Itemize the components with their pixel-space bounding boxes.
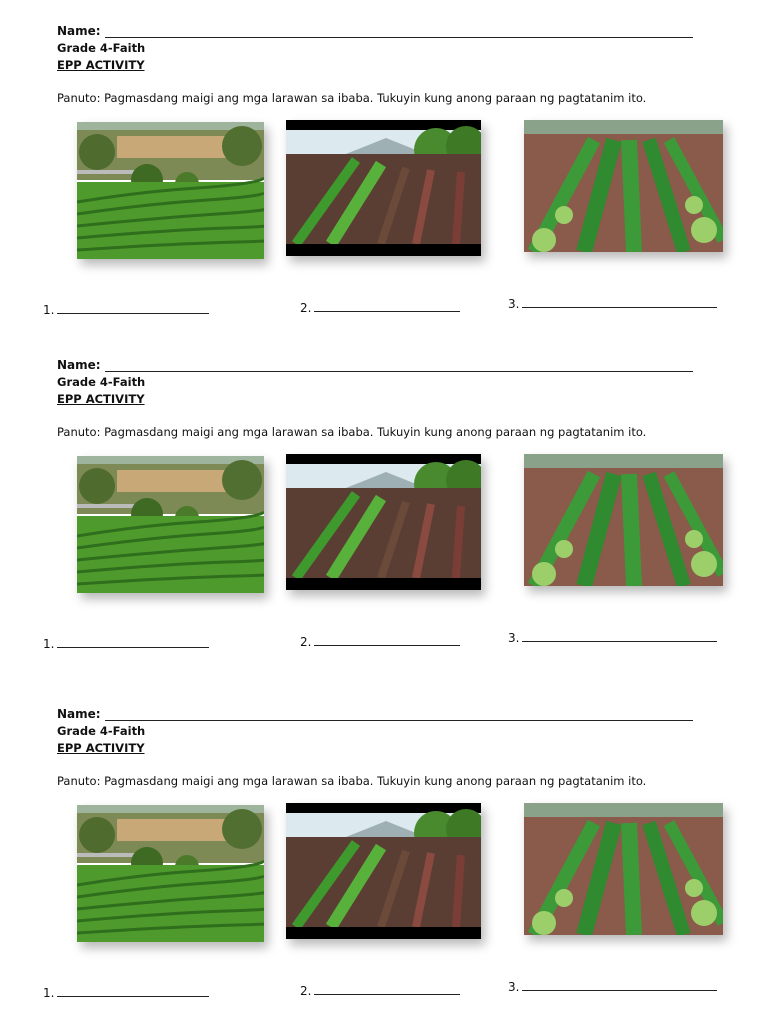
grade-label: Grade 4-Faith — [57, 375, 146, 389]
answer-number: 2. — [300, 984, 312, 998]
answer-1 — [43, 637, 209, 651]
vegetable-rows-field-photo — [286, 803, 481, 939]
answer-3 — [508, 980, 717, 994]
vegetable-rows-field-photo — [286, 454, 481, 590]
name-label: Name: — [57, 707, 101, 721]
terraced-tea-plantation-photo — [77, 122, 264, 259]
answer-number: 2. — [300, 301, 312, 315]
name-answer-line[interactable] — [105, 37, 693, 38]
answer-number: 1. — [43, 303, 55, 317]
answer-blank[interactable] — [522, 989, 717, 991]
answer-blank[interactable] — [314, 644, 460, 646]
activity-title: EPP ACTIVITY — [57, 58, 145, 72]
answer-number: 3. — [508, 297, 520, 311]
name-label: Name: — [57, 24, 101, 38]
answer-2 — [300, 984, 460, 998]
name-answer-line[interactable] — [105, 720, 693, 721]
lettuce-row-crops-photo — [524, 803, 723, 935]
worksheet-3 — [0, 683, 768, 1033]
terraced-tea-plantation-photo — [77, 456, 264, 593]
answer-1 — [43, 986, 209, 1000]
answer-blank[interactable] — [57, 312, 209, 314]
answer-number: 3. — [508, 631, 520, 645]
answer-3 — [508, 631, 717, 645]
answer-blank[interactable] — [522, 640, 717, 642]
answer-number: 2. — [300, 635, 312, 649]
answer-number: 3. — [508, 980, 520, 994]
answer-2 — [300, 635, 460, 649]
worksheet-1 — [0, 0, 768, 350]
lettuce-row-crops-photo — [524, 120, 723, 252]
name-label: Name: — [57, 358, 101, 372]
answer-blank[interactable] — [314, 993, 460, 995]
activity-title: EPP ACTIVITY — [57, 741, 145, 755]
grade-label: Grade 4-Faith — [57, 41, 146, 55]
answer-number: 1. — [43, 637, 55, 651]
answer-3 — [508, 297, 717, 311]
answer-2 — [300, 301, 460, 315]
instructions-text: Panuto: Pagmasdang maigi ang mga larawan sa ibaba. Tukuyin kung anong paraan ng pagtatanim ito. — [57, 91, 647, 105]
activity-title: EPP ACTIVITY — [57, 392, 145, 406]
vegetable-rows-field-photo — [286, 120, 481, 256]
grade-label: Grade 4-Faith — [57, 724, 146, 738]
instructions-text: Panuto: Pagmasdang maigi ang mga larawan sa ibaba. Tukuyin kung anong paraan ng pagtatanim ito. — [57, 774, 647, 788]
answer-1 — [43, 303, 209, 317]
answer-blank[interactable] — [57, 646, 209, 648]
instructions-text: Panuto: Pagmasdang maigi ang mga larawan sa ibaba. Tukuyin kung anong paraan ng pagtatanim ito. — [57, 425, 647, 439]
terraced-tea-plantation-photo — [77, 805, 264, 942]
worksheet-2 — [0, 334, 768, 684]
answer-blank[interactable] — [57, 995, 209, 997]
answer-blank[interactable] — [314, 310, 460, 312]
answer-number: 1. — [43, 986, 55, 1000]
lettuce-row-crops-photo — [524, 454, 723, 586]
name-answer-line[interactable] — [105, 371, 693, 372]
answer-blank[interactable] — [522, 306, 717, 308]
